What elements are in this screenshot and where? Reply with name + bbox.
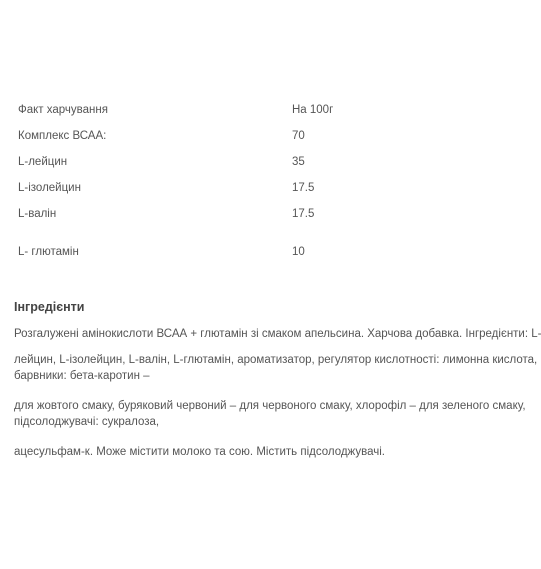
nutrition-row-value: 17.5: [292, 208, 315, 220]
ingredients-line: підсолоджувачі: сукралоза,: [14, 416, 160, 428]
ingredients-paragraph: [14, 398, 526, 430]
nutrition-row-name: L-валін: [18, 208, 57, 220]
nutrition-row-name: L-лейцин: [18, 156, 68, 168]
nutrition-header-value: На 100г: [292, 104, 334, 116]
ingredients-paragraph: [14, 444, 424, 460]
nutrition-row-isoleucine: [18, 182, 418, 208]
nutrition-row-leucine: [18, 156, 418, 182]
ingredients-paragraph: [14, 326, 541, 384]
ingredients-line: барвники: бета-каротин –: [14, 370, 150, 382]
ingredients-line: лейцин, L-ізолейцин, L-валін, L-глютамін, ароматизатор, регулятор кислотності: лимонна кислота,: [14, 354, 538, 366]
nutrition-header-row: [18, 104, 418, 130]
nutrition-row-value: 70: [292, 130, 305, 142]
nutrition-table: [18, 104, 418, 272]
nutrition-row-value: 17.5: [292, 182, 315, 194]
nutrition-row-glutamine: [18, 246, 418, 272]
nutrition-row-name: L- глютамін: [18, 246, 79, 258]
ingredients-line: Розгалужені амінокислоти ВСАА + глютамін зі смаком апельсина. Харчова добавка. Інгредієнти: L-: [14, 328, 541, 340]
nutrition-row-valine: [18, 208, 418, 246]
ingredients-heading: Інгредієнти: [14, 300, 85, 314]
ingredients-section: [14, 300, 541, 470]
nutrition-row-bcaa: [18, 130, 418, 156]
ingredients-line: ацесульфам-к. Може містити молоко та сою. Містить підсолоджувачі.: [14, 446, 385, 458]
nutrition-row-value: 10: [292, 246, 305, 258]
nutrition-row-name: Комплекс ВСАА:: [18, 130, 107, 142]
ingredients-line: для жовтого смаку, буряковий червоний – для червоного смаку, хлорофіл – для зеленого смаку,: [14, 400, 526, 412]
nutrition-row-value: 35: [292, 156, 305, 168]
nutrition-row-name: L-ізолейцин: [18, 182, 81, 194]
nutrition-header-name: Факт харчування: [18, 104, 108, 116]
